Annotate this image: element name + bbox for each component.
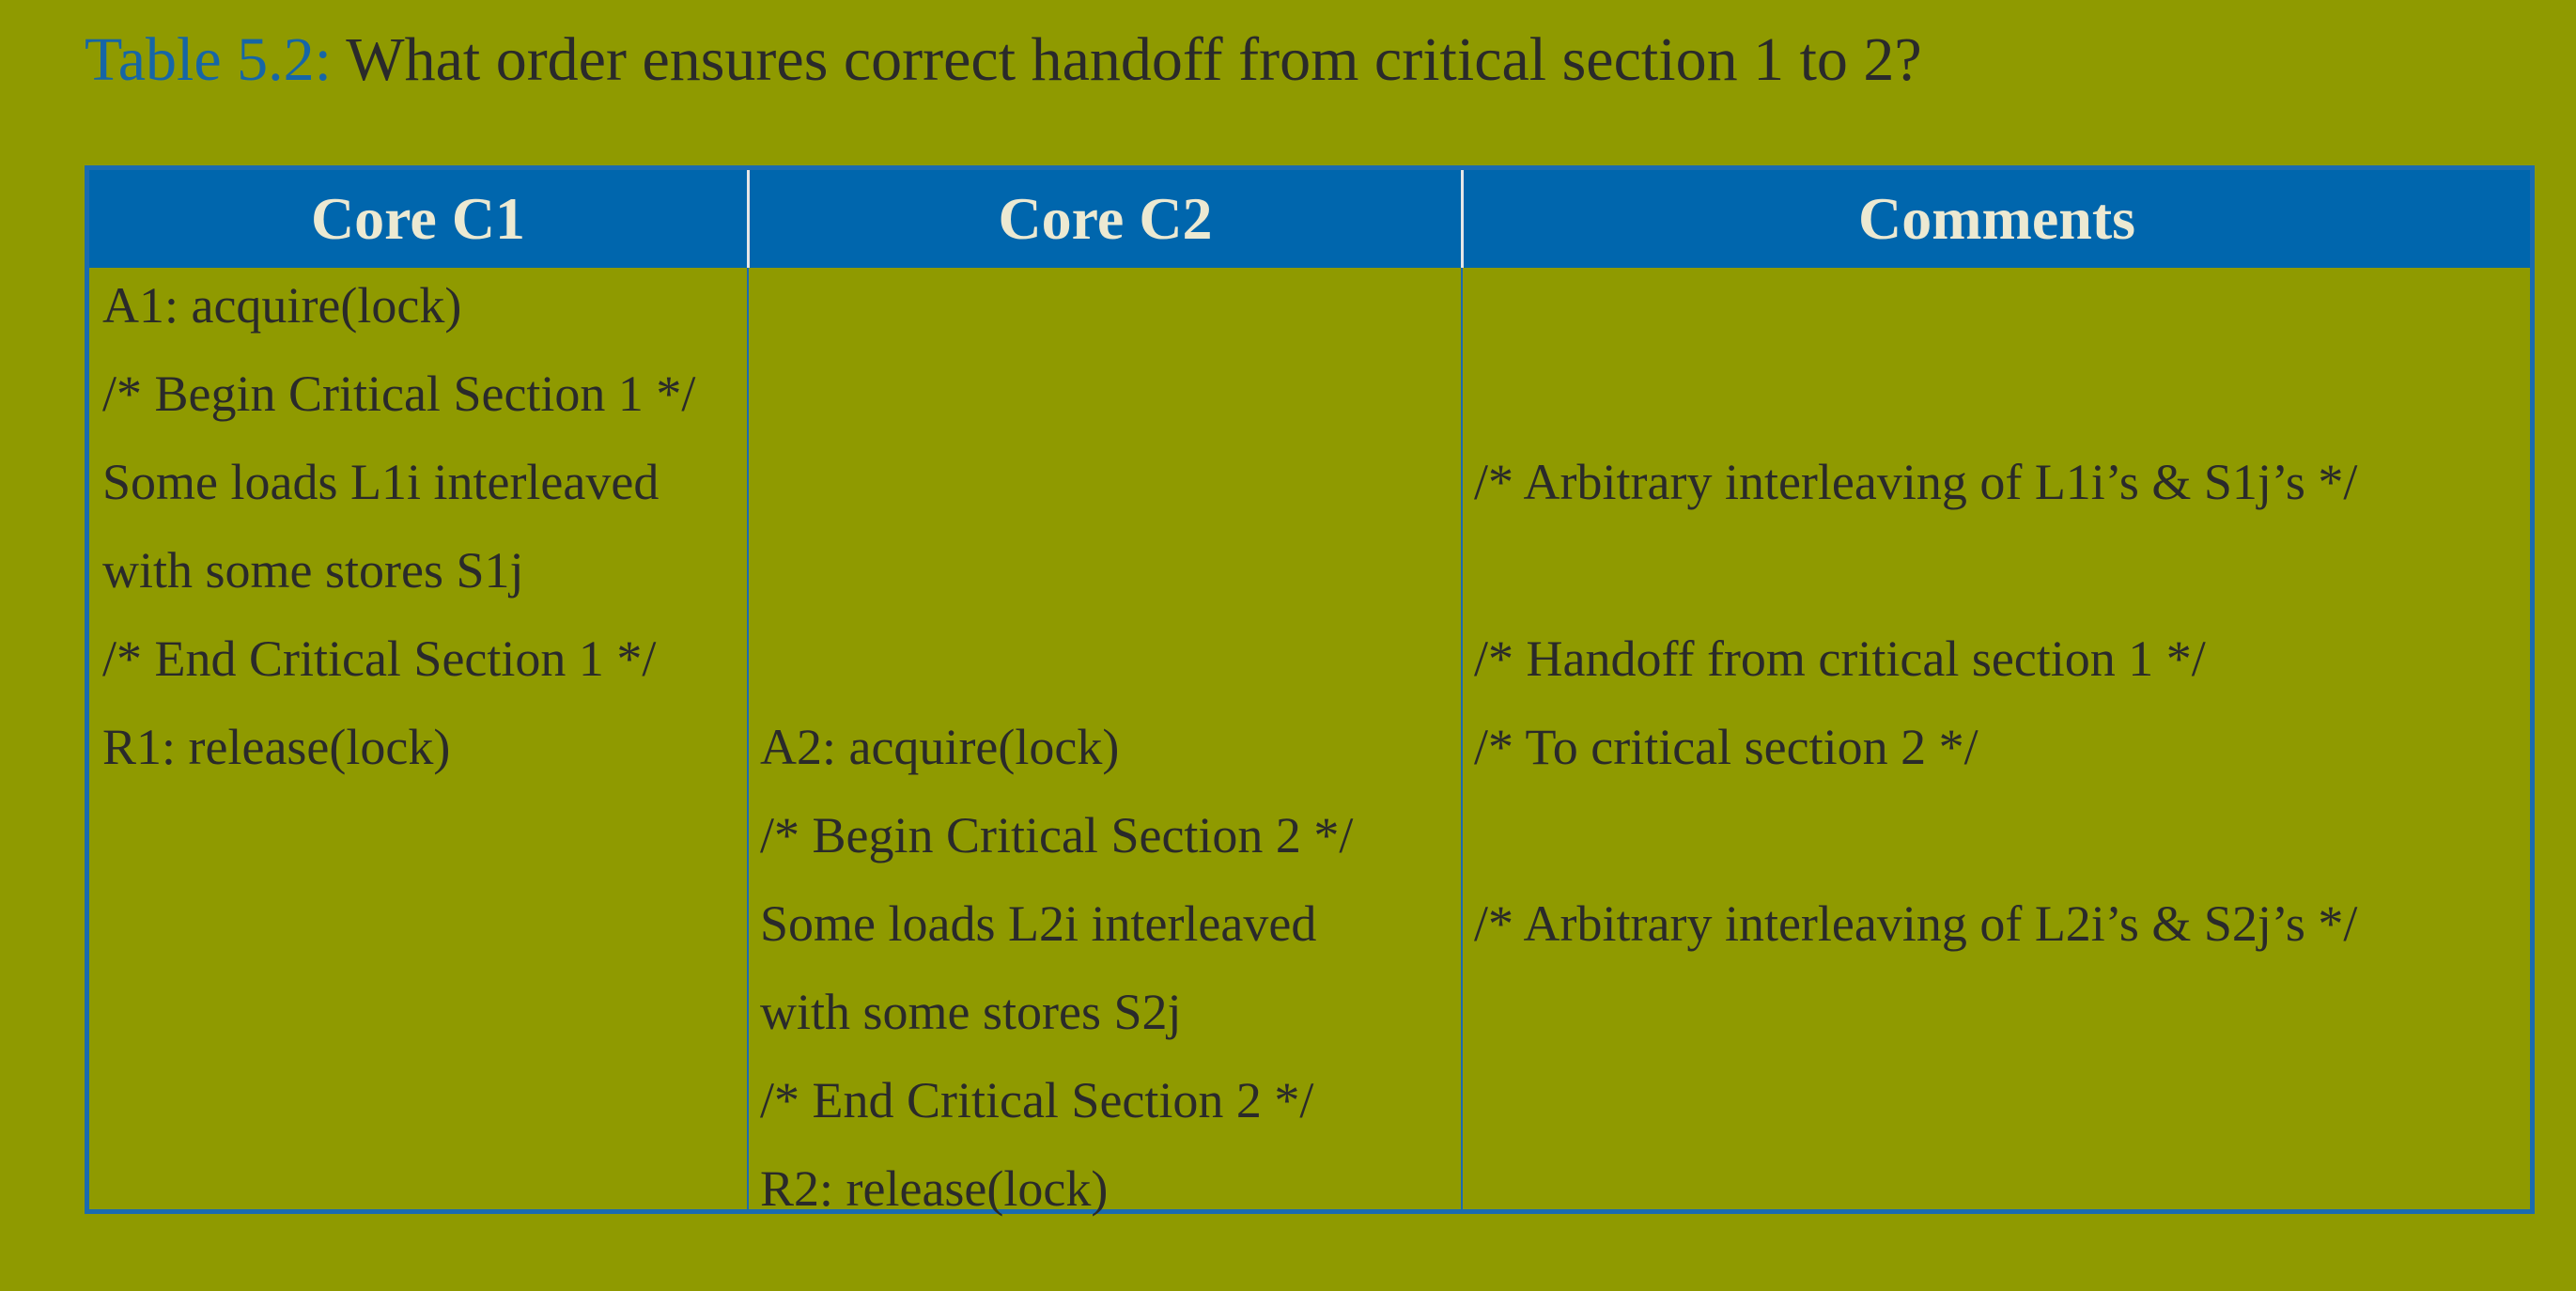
c2-line-end-section: /* End Critical Section 2 */	[760, 1072, 1314, 1128]
table-caption	[85, 21, 1922, 100]
comment-interleaving-1: /* Arbitrary interleaving of L1i’s & S1j’s */	[1474, 454, 2358, 510]
c1-line-release: R1: release(lock)	[102, 719, 451, 775]
c2-line-acquire: A2: acquire(lock)	[760, 719, 1120, 775]
comment-interleaving-2: /* Arbitrary interleaving of L2i’s & S2j’s */	[1474, 895, 2358, 952]
table-header-row	[89, 170, 2530, 268]
caption-label: Table 5.2:	[85, 25, 332, 94]
caption-text: What order ensures correct handoff from critical section 1 to 2?	[331, 25, 1922, 94]
header-core-c1: Core C1	[310, 185, 526, 252]
c2-line-loads: Some loads L2i interleaved	[760, 895, 1317, 952]
c1-line-stores: with some stores S1j	[102, 542, 524, 599]
c1-line-end-section: /* End Critical Section 1 */	[102, 630, 657, 687]
c2-line-release: R2: release(lock)	[760, 1160, 1109, 1217]
header-core-c2: Core C2	[998, 185, 1213, 252]
header-comments: Comments	[1857, 185, 2136, 252]
comment-handoff-from: /* Handoff from critical section 1 */	[1474, 630, 2206, 687]
c2-line-begin-section: /* Begin Critical Section 2 */	[760, 807, 1354, 863]
column-divider	[1461, 268, 1463, 1209]
c2-line-stores: with some stores S2j	[760, 984, 1182, 1040]
c1-line-loads: Some loads L1i interleaved	[102, 454, 660, 510]
handoff-table	[85, 165, 2535, 1217]
comment-handoff-to: /* To critical section 2 */	[1474, 719, 1979, 775]
column-divider	[747, 268, 749, 1209]
c1-line-acquire: A1: acquire(lock)	[102, 277, 462, 334]
c1-line-begin-section: /* Begin Critical Section 1 */	[102, 366, 696, 422]
